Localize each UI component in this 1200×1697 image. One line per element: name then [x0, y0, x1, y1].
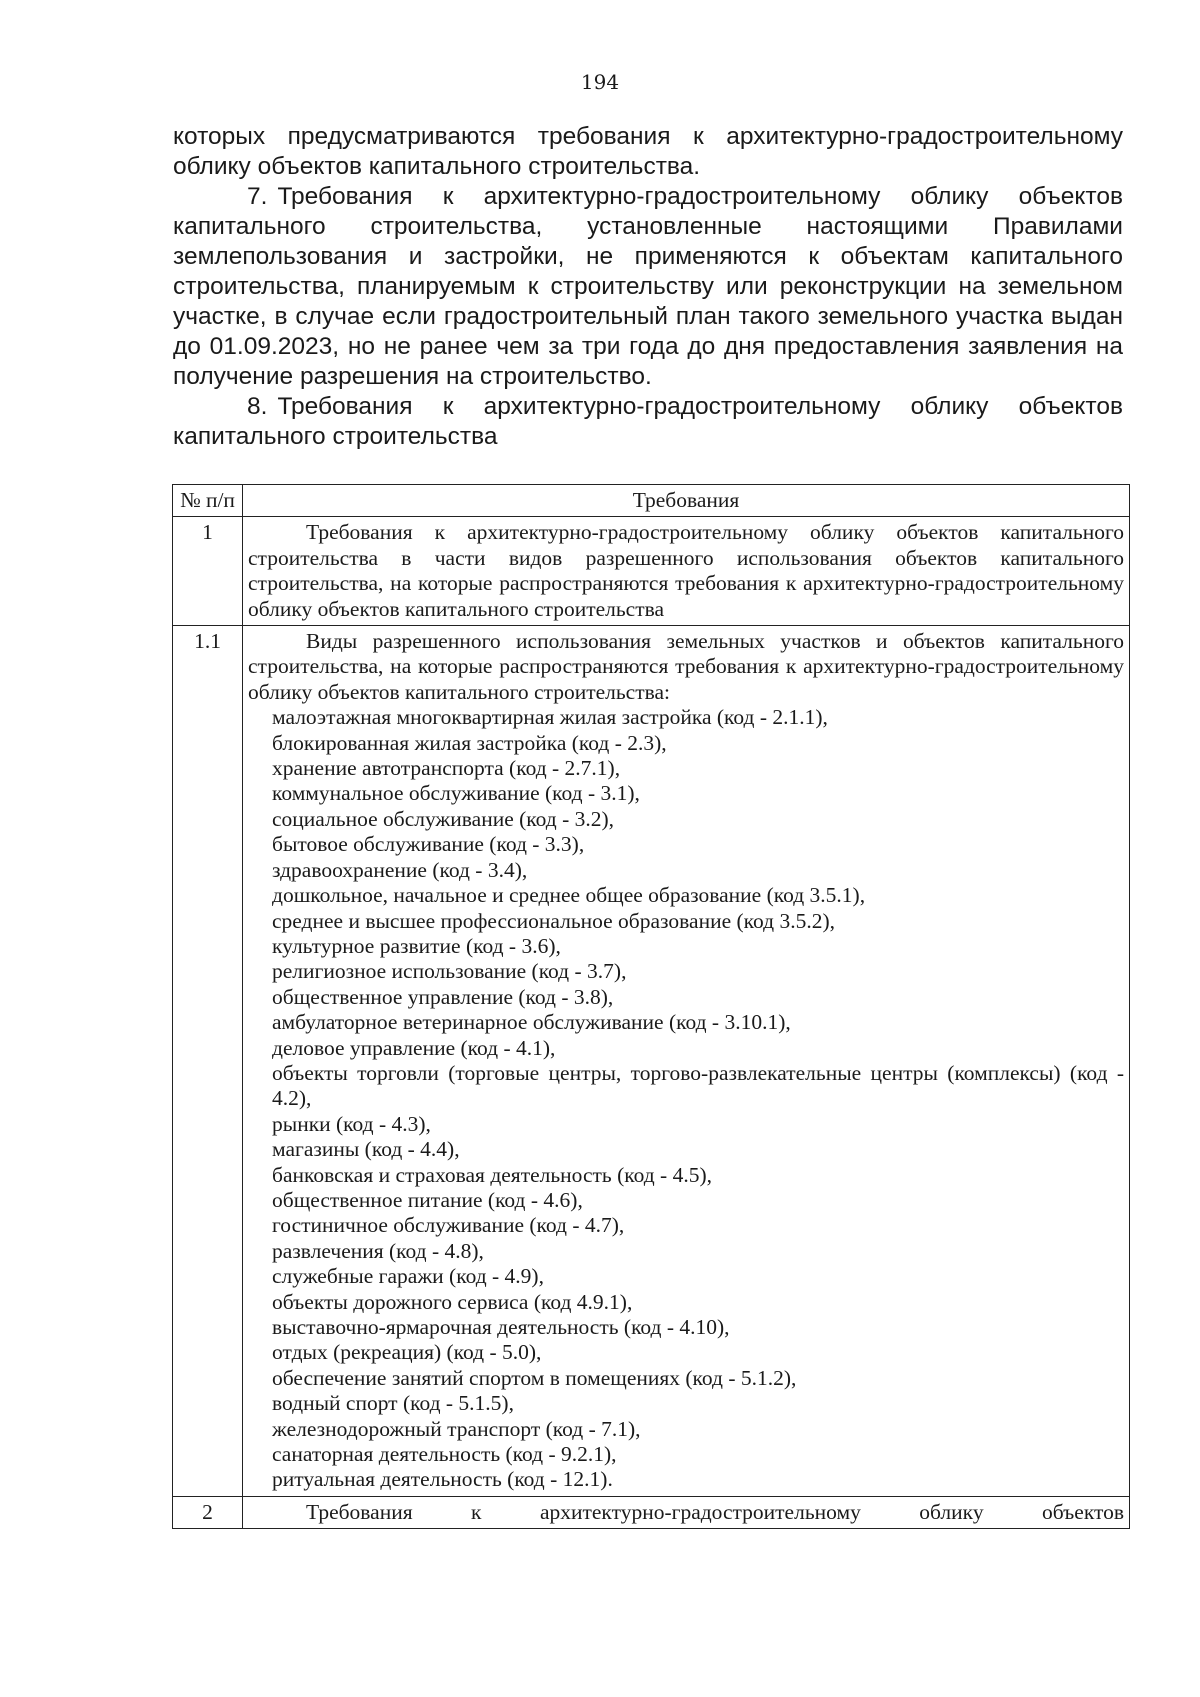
header-requirements-cell: Требования: [243, 485, 1130, 517]
list-item: водный спорт (код - 5.1.5),: [272, 1391, 514, 1416]
list-item: дошкольное, начальное и среднее общее образование (код 3.5.1),: [272, 883, 866, 908]
list-item: выставочно-ярмарочная деятельность (код - 4.10),: [272, 1315, 730, 1339]
list-item: банковская и страховая деятельность (код - 4.5),: [272, 1162, 712, 1187]
row-number: 1: [173, 517, 243, 626]
list-item: объекты дорожного сервиса (код 4.9.1),: [272, 1289, 633, 1314]
page-number: 194: [580, 70, 620, 94]
table-header-row: [173, 485, 1130, 517]
list-item: объекты торговли (торговые центры, торгово-развлекательные центры (комплексы) (код - 4.2),: [272, 1060, 1124, 1111]
row-number: 2: [173, 1496, 243, 1528]
row-text-cell: [243, 517, 1130, 626]
row-text-cell: [243, 1496, 1130, 1528]
list-item: социальное обслуживание (код - 3.2),: [272, 806, 615, 831]
paragraph-number: 7.: [247, 183, 268, 210]
list-item: санаторная деятельность (код - 9.2.1),: [272, 1442, 617, 1467]
body-text: [173, 122, 1123, 452]
list-item: общественное питание (код - 4.6),: [272, 1187, 583, 1212]
paragraph-text: Требования к архитектурно-градостроительному облику объектов капитального строительства: [173, 393, 1123, 450]
list-item: общественное управление (код - 3.8),: [272, 984, 614, 1009]
list-item: бытовое обслуживание (код - 3.3),: [272, 832, 585, 857]
list-item: культурное развитие (код - 3.6),: [272, 933, 561, 958]
paragraph-7: [173, 182, 1123, 392]
list-item: гостиничное обслуживание (код - 4.7),: [272, 1213, 625, 1238]
list-item: амбулаторное ветеринарное обслуживание (код - 3.10.1),: [272, 1010, 791, 1035]
permitted-use-list: [248, 705, 1124, 1493]
table-row: [173, 1496, 1130, 1528]
list-item: обеспечение занятий спортом в помещениях (код - 5.1.2),: [272, 1365, 797, 1390]
list-item: деловое управление (код - 4.1),: [272, 1035, 556, 1060]
list-item: блокированная жилая застройка (код - 2.3),: [272, 730, 667, 755]
list-item: служебные гаражи (код - 4.9),: [272, 1264, 544, 1289]
list-item: рынки (код - 4.3),: [272, 1111, 431, 1136]
list-item: железнодорожный транспорт (код - 7.1),: [272, 1416, 641, 1441]
list-item: здравоохранение (код - 3.4),: [272, 857, 528, 882]
list-item: коммунальное обслуживание (код - 3.1),: [272, 781, 640, 806]
table-row: [173, 626, 1130, 1497]
paragraph-number: 8.: [247, 393, 268, 420]
paragraph-text: Требования к архитектурно-градостроительному облику объектов капитального строительства, установленные настоящими Правилами землепользования и застройки, не применяются к объектам капитального строительства, планируемым к строительству или реконструкции на земельном участке, в случае если градостроительный план такого земельного участка выдан до 01.09.2023, но не ранее чем за три года до дня предоставления заявления на получение разрешения на строительство.: [173, 183, 1123, 390]
row-intro: Виды разрешенного использования земельных участков и объектов капитального строительства, на которые распространяются требования к архитектурно-градостроительному облику объектов капитального строительства:: [248, 629, 1124, 704]
list-item: среднее и высшее профессиональное образование (код 3.5.2),: [272, 908, 835, 933]
row-text: Требования к архитектурно-градостроительному облику объектов: [306, 1499, 1124, 1524]
list-item: ритуальная деятельность (код - 12.1).: [272, 1467, 613, 1492]
list-item: магазины (код - 4.4),: [272, 1137, 460, 1162]
list-item: отдых (рекреация) (код - 5.0),: [272, 1340, 542, 1365]
list-item: религиозное использование (код - 3.7),: [272, 959, 627, 984]
paragraph-8: [173, 392, 1123, 452]
header-number-cell: № п/п: [173, 485, 243, 517]
list-item: развлечения (код - 4.8),: [272, 1238, 484, 1263]
row-number: 1.1: [173, 626, 243, 1497]
list-item: малоэтажная многоквартирная жилая застройка (код - 2.1.1),: [272, 705, 828, 730]
table-row: [173, 517, 1130, 626]
list-item: хранение автотранспорта (код - 2.7.1),: [272, 756, 621, 781]
row-text: Требования к архитектурно-градостроительному облику объектов капитального строительства в части видов разрешенного использования объектов капитального строительства, на которые распространяются требования к архитектурно-градостроительному облику объектов капитального строительства: [248, 520, 1124, 621]
requirements-table: [172, 484, 1130, 1529]
row-text-cell: [243, 626, 1130, 1497]
paragraph-continuation: которых предусматриваются требования к архитектурно-градостроительному облику объектов капитального строительства.: [173, 123, 1123, 180]
